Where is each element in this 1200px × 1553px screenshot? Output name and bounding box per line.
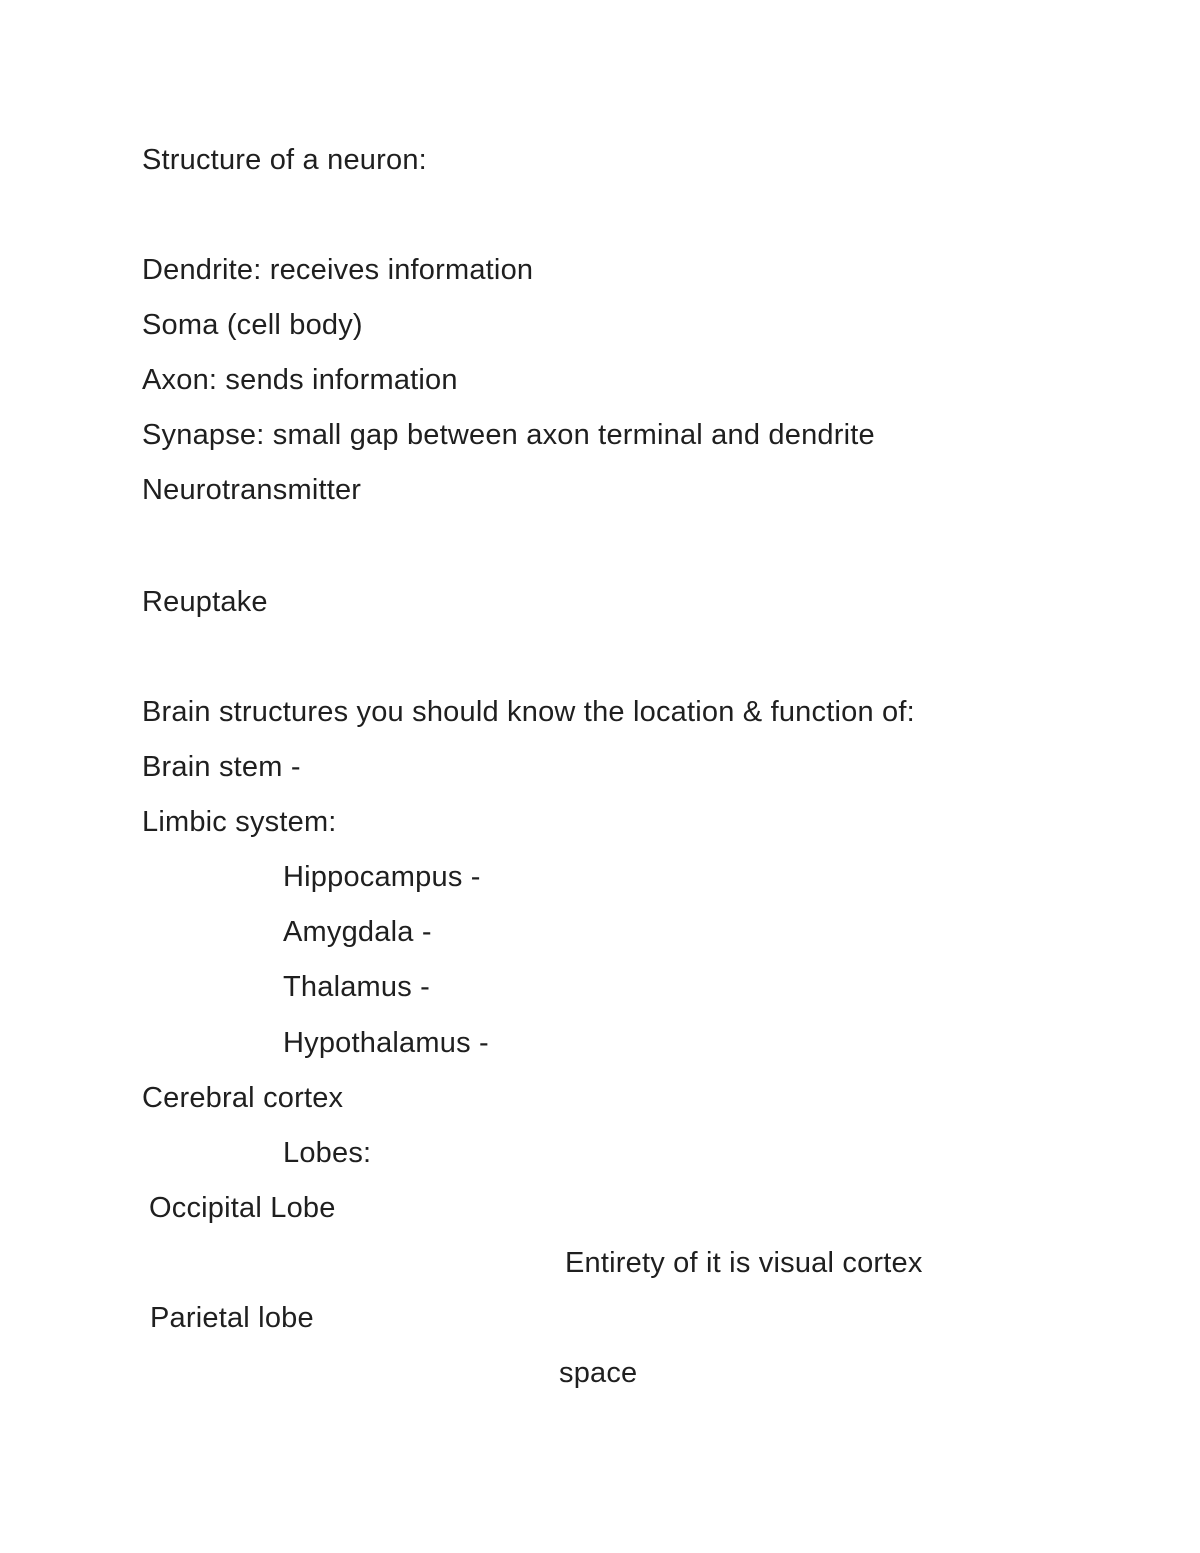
neuron-item-axon: Axon: sends information (142, 364, 458, 396)
cerebral-cortex-item: Cerebral cortex (142, 1082, 344, 1114)
neuron-item-soma: Soma (cell body) (142, 309, 363, 341)
brain-stem-item: Brain stem - (142, 751, 301, 783)
neuron-item-synapse: Synapse: small gap between axon terminal and dendrite (142, 419, 875, 451)
parietal-lobe-note: space (559, 1357, 638, 1389)
occipital-lobe-note: Entirety of it is visual cortex (565, 1247, 923, 1279)
limbic-item-hippocampus: Hippocampus - (283, 861, 481, 893)
limbic-item-thalamus: Thalamus - (283, 971, 431, 1003)
limbic-system-heading: Limbic system: (142, 806, 337, 838)
neuron-heading: Structure of a neuron: (142, 144, 427, 176)
brain-structures-heading: Brain structures you should know the location & function of: (142, 696, 915, 728)
occipital-lobe-item: Occipital Lobe (149, 1192, 336, 1224)
lobes-heading: Lobes: (283, 1137, 372, 1169)
limbic-item-hypothalamus: Hypothalamus - (283, 1027, 489, 1059)
neuron-item-neurotransmitter: Neurotransmitter (142, 474, 362, 506)
parietal-lobe-item: Parietal lobe (150, 1302, 314, 1334)
neuron-item-dendrite: Dendrite: receives information (142, 254, 534, 286)
limbic-item-amygdala: Amygdala - (283, 916, 432, 948)
reuptake-text: Reuptake (142, 586, 268, 618)
